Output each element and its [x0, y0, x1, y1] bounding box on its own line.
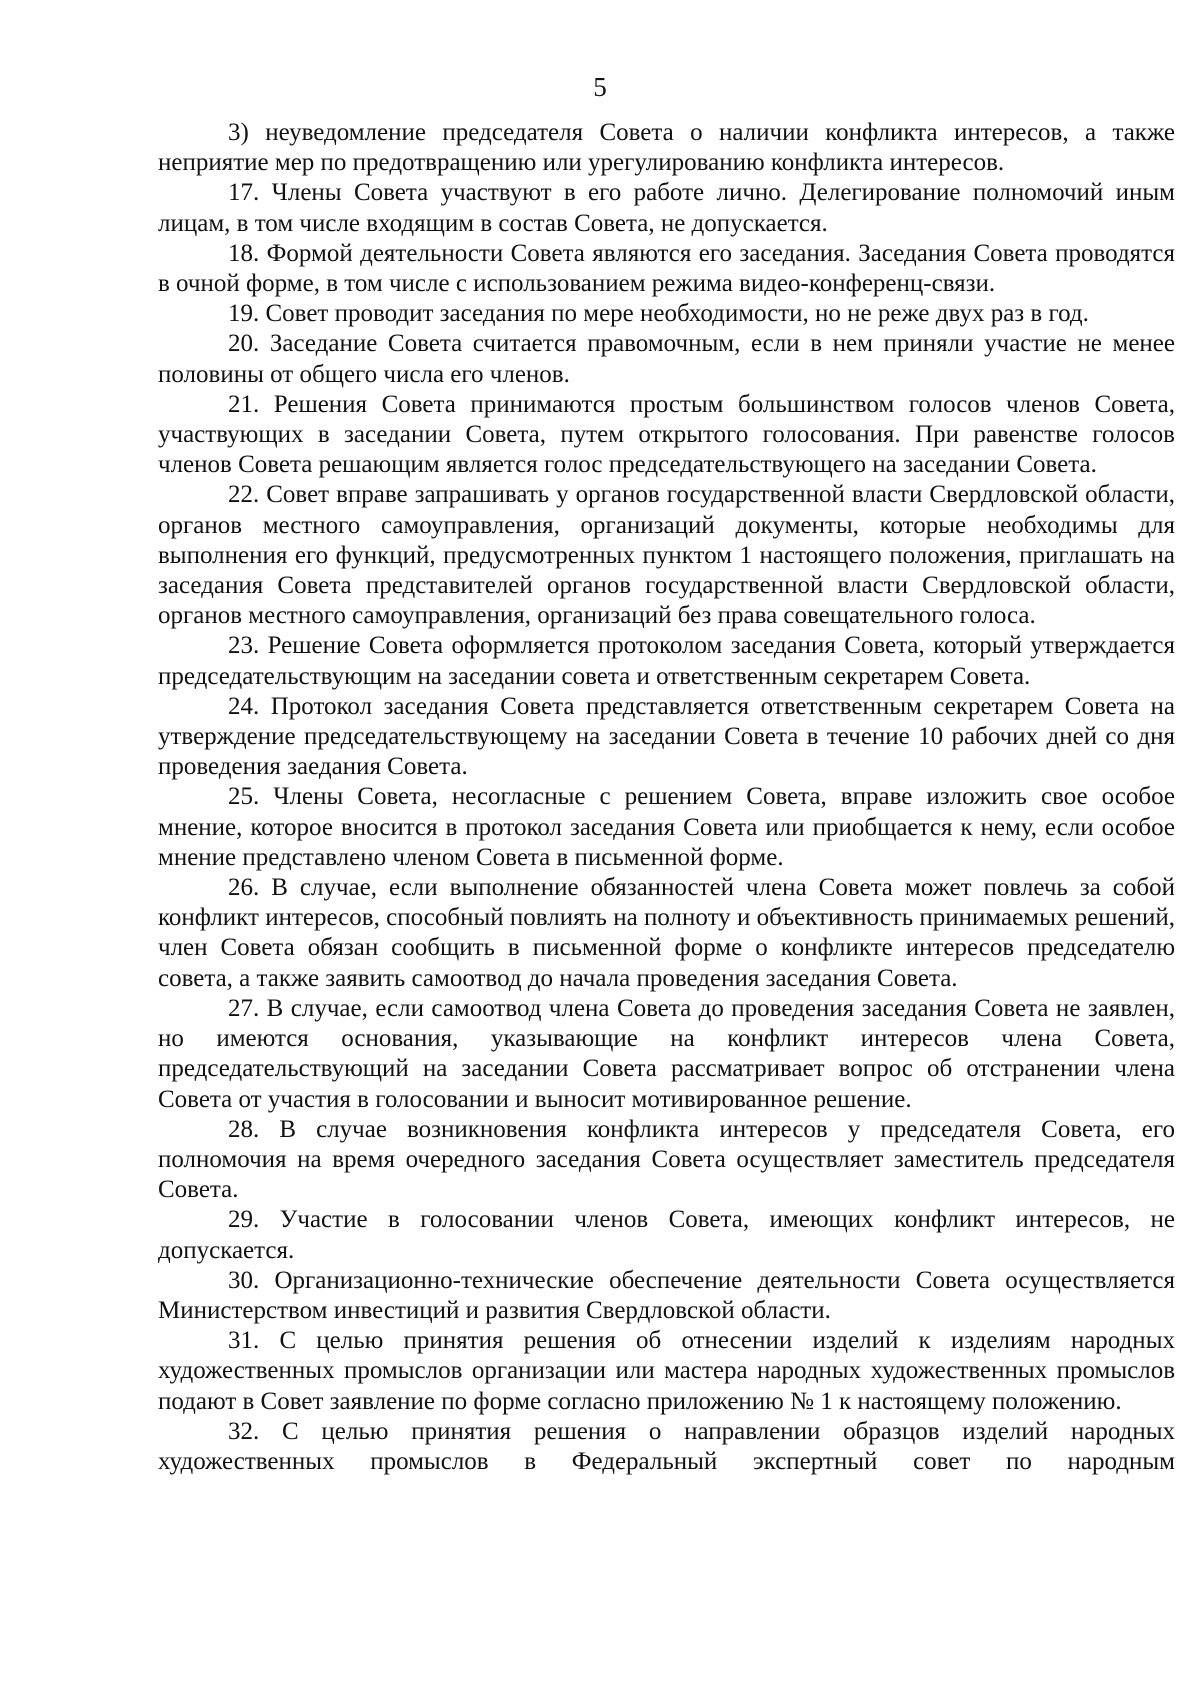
paragraph-25: 25. Члены Совета, несогласные с решением Совета, вправе изложить свое особое мнение, которое вносится в протокол заседания Совета или приобщается к нему, если особое мнение представлено членом Совета в письменной форме. [158, 783, 1175, 871]
paragraph-32: 32. С целью принятия решения о направлении образцов изделий народных художественных промыслов в Федеральный экспертный совет по народным [158, 1417, 1175, 1475]
paragraph-31: 31. С целью принятия решения об отнесении изделий к изделиям народных художественных промыслов организации или мастера народных художественных промыслов подают в Совет заявление по форме согласно приложению № 1 к настоящему положению. [158, 1327, 1175, 1415]
paragraph-22: 22. Совет вправе запрашивать у органов государственной власти Свердловской области, органов местного самоуправления, организаций документы, которые необходимы для выполнения его функций, предусмотренных пунктом 1 настоящего положения, приглашать на заседания Совета представителей органов государственной власти Свердловской области, органов местного самоуправления, организаций без права совещательного голоса. [158, 481, 1175, 630]
page-number: 5 [593, 72, 607, 102]
paragraph-24: 24. Протокол заседания Совета представляется ответственным секретарем Совета на утверждение председательствующему на заседании Совета в течение 10 рабочих дней со дня проведения заедания Совета. [158, 692, 1175, 781]
paragraph-17: 17. Члены Совета участвуют в его работе лично. Делегирование полномочий иным лицам, в том числе входящим в состав Совета, не допускается. [158, 179, 1175, 237]
paragraph-20: 20. Заседание Совета считается правомочным, если в нем приняли участие не менее половины от общего числа его членов. [158, 330, 1175, 388]
paragraph-26: 26. В случае, если выполнение обязанностей члена Совета может повлечь за собой конфликт интересов, способный повлиять на полноту и объективность принимаемых решений, член Совета обязан сообщить в письменной форме о конфликте интересов председателю совета, а также заявить самоотвод до начала проведения заседания Совета. [158, 874, 1175, 992]
paragraph-29: 29. Участие в голосовании членов Совета, имеющих конфликт интересов, не допускается. [158, 1206, 1175, 1264]
paragraph-27: 27. В случае, если самоотвод члена Совета до проведения заседания Совета не заявлен, но имеются основания, указывающие на конфликт интересов члена Совета, председательствующий на заседании Совета рассматривает вопрос об отстранении члена Совета от участия в голосовании и выносит мотивированное решение. [158, 994, 1175, 1113]
paragraph-23: 23. Решение Совета оформляется протоколом заседания Совета, который утверждается председательствующим на заседании совета и ответственным секретарем Совета. [158, 632, 1175, 690]
paragraph-28: 28. В случае возникновения конфликта интересов у председателя Совета, его полномочия на время очередного заседания Совета осуществляет заместитель председателя Совета. [158, 1115, 1175, 1204]
paragraph-19: 19. Совет проводит заседания по мере необходимости, но не реже двух раз в год. [228, 300, 1089, 328]
paragraph-30: 30. Организационно-технические обеспечение деятельности Совета осуществляется Министерством инвестиций и развития Свердловской области. [158, 1266, 1175, 1324]
paragraph-21: 21. Решения Совета принимаются простым большинством голосов членов Совета, участвующих в заседании Совета, путем открытого голосования. При равенстве голосов членов Совета решающим является голос председательствующего на заседании Совета. [158, 390, 1175, 479]
document-body [158, 118, 1175, 1477]
paragraph-item-3: 3) неуведомление председателя Совета о наличии конфликта интересов, а также неприятие мер по предотвращению или урегулированию конфликта интересов. [158, 119, 1175, 177]
paragraph-18: 18. Формой деятельности Совета являются его заседания. Заседания Совета проводятся в очной форме, в том числе с использованием режима видео-конференц-связи. [158, 239, 1175, 298]
